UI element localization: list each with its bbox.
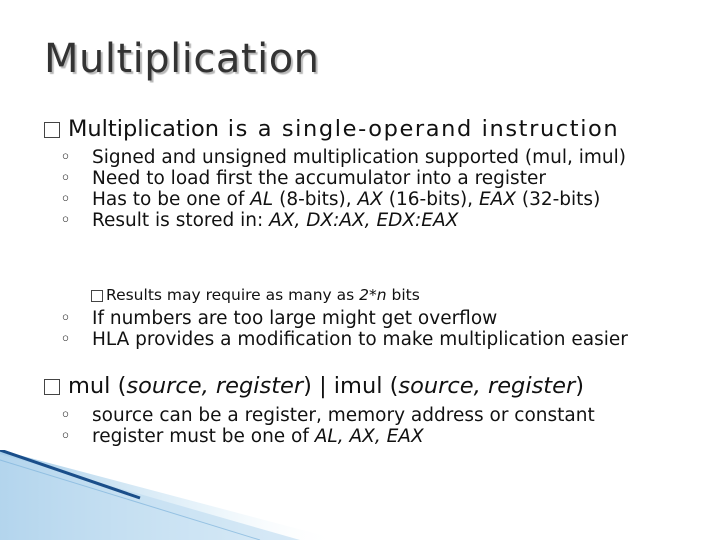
bullet-text: is a single-operand instruction [219, 116, 620, 142]
square-bullet-icon [44, 122, 60, 138]
list-item: ◦ Has to be one of AL (8-bits), AX (16-bits), EAX (32-bits) [60, 189, 601, 210]
list-item: ◦ Signed and unsigned multiplication supported (mul, imul) [60, 147, 627, 168]
list-item: ◦ If numbers are too large might get overflow [60, 308, 498, 329]
circle-bullet-icon: ◦ [60, 308, 71, 329]
square-bullet-icon [44, 379, 60, 395]
decorative-swoosh [0, 450, 720, 540]
circle-bullet-icon: ◦ [60, 189, 71, 210]
circle-bullet-icon: ◦ [60, 210, 71, 231]
list-item: ◦ HLA provides a modification to make multiplication easier [60, 329, 628, 350]
list-item: ◦ Need to load first the accumulator into a register [60, 168, 546, 189]
circle-bullet-icon: ◦ [60, 168, 71, 189]
sub-sub-item: Results may require as many as 2*n bits [91, 286, 420, 304]
sub-list-1 [60, 147, 666, 231]
circle-bullet-icon: ◦ [60, 405, 71, 426]
bullet-keyword: Multiplication [68, 116, 220, 142]
list-item: ◦ Result is stored in: AX, DX:AX, EDX:EAX [60, 210, 459, 231]
list-item: ◦ source can be a register, memory address or constant [60, 405, 595, 426]
sub-list-2 [60, 308, 666, 350]
sub-list-3 [60, 405, 666, 447]
square-bullet-icon [91, 290, 103, 302]
circle-bullet-icon: ◦ [60, 426, 71, 447]
slide-title: Multiplication [44, 36, 320, 82]
bullet-mul-syntax: mul (source, register) | imul (source, register) [44, 373, 584, 399]
circle-bullet-icon: ◦ [60, 147, 71, 168]
circle-bullet-icon: ◦ [60, 329, 71, 350]
bullet-multiplication [44, 116, 619, 142]
list-item: ◦ register must be one of AL, AX, EAX [60, 426, 424, 447]
